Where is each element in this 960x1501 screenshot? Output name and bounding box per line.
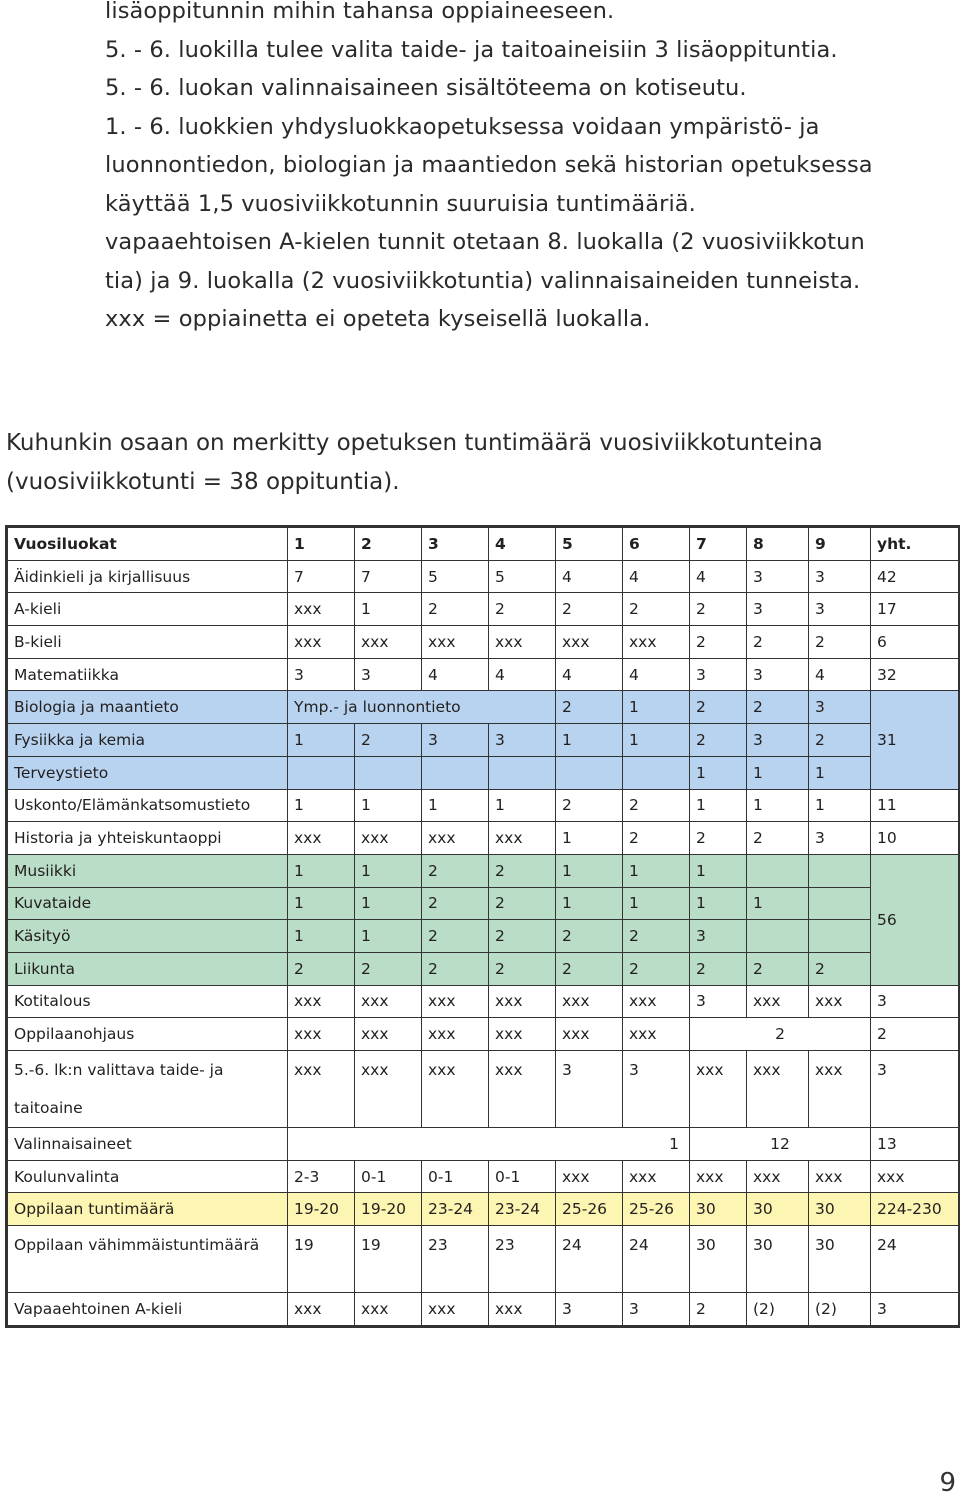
value-cell: 7 [288, 560, 355, 593]
subject-cell: Kuvataide [7, 887, 288, 920]
intro-paragraph [6, 424, 956, 502]
subject-cell: Matematiikka [7, 658, 288, 691]
table-row [7, 1128, 960, 1161]
value-cell: 30 [747, 1226, 809, 1293]
subject-cell: Koulunvalinta [7, 1160, 288, 1193]
value-cell: 1 [288, 920, 355, 953]
value-cell: 2 [690, 724, 747, 757]
value-cell: 2 [556, 920, 623, 953]
table-row [7, 1226, 960, 1293]
empty-cell [422, 756, 489, 789]
value-cell: 1 [422, 789, 489, 822]
subject-cell: Kotitalous [7, 985, 288, 1018]
total-cell: xxx [871, 1160, 960, 1193]
value-cell: 1 [747, 756, 809, 789]
value-cell: xxx [489, 822, 556, 855]
value-cell: 23-24 [422, 1193, 489, 1226]
header-cell: 9 [809, 527, 871, 561]
value-cell: 3 [809, 593, 871, 626]
value-cell: 3 [489, 724, 556, 757]
value-cell: xxx [288, 1293, 355, 1327]
value-cell: 2 [556, 952, 623, 985]
value-cell: 1 [556, 854, 623, 887]
value-cell: 2-3 [288, 1160, 355, 1193]
value-cell: xxx [288, 822, 355, 855]
group-total-cell: 56 [871, 854, 960, 985]
total-cell: 32 [871, 658, 960, 691]
table-row [7, 626, 960, 659]
value-cell: 23-24 [489, 1193, 556, 1226]
value-cell: 2 [355, 952, 422, 985]
note-line: tia) ja 9. luokalla (2 vuosiviikkotuntia) valinnaisaineiden tunneista. [105, 267, 861, 294]
value-cell: 2 [489, 952, 556, 985]
value-cell: xxx [288, 626, 355, 659]
value-cell: 1 [288, 854, 355, 887]
value-cell: (2) [747, 1293, 809, 1327]
value-cell: xxx [809, 1051, 871, 1128]
value-cell: xxx [355, 822, 422, 855]
value-cell: xxx [690, 1051, 747, 1128]
value-cell: 30 [809, 1226, 871, 1293]
value-cell: 3 [809, 691, 871, 724]
header-cell: 1 [288, 527, 355, 561]
value-cell: 3 [422, 724, 489, 757]
value-cell: xxx [355, 985, 422, 1018]
empty-cell [747, 920, 809, 953]
note-line: xxx = oppiainetta ei opeteta kyseisellä luokalla. [105, 306, 651, 332]
value-cell: xxx [489, 1018, 556, 1051]
total-cell: 3 [871, 985, 960, 1018]
value-cell: xxx [489, 1293, 556, 1327]
total-cell: 11 [871, 789, 960, 822]
value-cell: xxx [747, 985, 809, 1018]
value-cell: 1 [556, 887, 623, 920]
value-cell: 2 [690, 952, 747, 985]
total-cell: 42 [871, 560, 960, 593]
value-cell: xxx [489, 985, 556, 1018]
value-cell: 24 [556, 1226, 623, 1293]
empty-cell [809, 920, 871, 953]
value-cell: xxx [489, 1051, 556, 1128]
value-cell: xxx [623, 985, 690, 1018]
value-cell: 3 [809, 822, 871, 855]
empty-cell [747, 854, 809, 887]
table-row [7, 952, 960, 985]
hours-table [5, 525, 960, 1328]
subject-cell: Oppilaanohjaus [7, 1018, 288, 1051]
value-cell: 19 [288, 1226, 355, 1293]
value-cell: xxx [556, 626, 623, 659]
value-cell: xxx [690, 1160, 747, 1193]
page-number: 9 [939, 1468, 956, 1498]
value-cell: xxx [422, 1051, 489, 1128]
value-cell: 1 [355, 593, 422, 626]
table-row [7, 1293, 960, 1327]
table-row [7, 560, 960, 593]
group-total-cell: 31 [871, 691, 960, 789]
value-cell: xxx [422, 985, 489, 1018]
value-cell: 3 [747, 593, 809, 626]
value-cell: xxx [288, 593, 355, 626]
subject-cell: Äidinkieli ja kirjallisuus [7, 560, 288, 593]
value-cell: 2 [623, 920, 690, 953]
header-cell: 8 [747, 527, 809, 561]
subject-cell: 5.-6. lk:n valittava taide- ja taitoaine [7, 1051, 288, 1128]
value-cell: xxx [747, 1051, 809, 1128]
header-cell: 3 [422, 527, 489, 561]
value-cell: 1 [809, 756, 871, 789]
value-cell: 3 [690, 985, 747, 1018]
total-cell: 3 [871, 1051, 960, 1128]
value-cell: 4 [489, 658, 556, 691]
value-cell: 30 [809, 1193, 871, 1226]
value-cell: 2 [556, 789, 623, 822]
header-cell: 5 [556, 527, 623, 561]
value-cell: 2 [747, 822, 809, 855]
total-cell: 13 [871, 1128, 960, 1161]
subject-cell: Liikunta [7, 952, 288, 985]
header-cell: 4 [489, 527, 556, 561]
value-cell: 2 [690, 593, 747, 626]
value-cell: xxx [809, 985, 871, 1018]
value-cell: 2 [690, 691, 747, 724]
value-cell: 2 [623, 789, 690, 822]
value-cell: 3 [747, 560, 809, 593]
table-row [7, 920, 960, 953]
intro-line: Kuhunkin osaan on merkitty opetuksen tuntimäärä vuosiviikkotunteina [6, 430, 823, 456]
value-cell: 2 [623, 952, 690, 985]
value-cell: 3 [288, 658, 355, 691]
value-cell: 5 [489, 560, 556, 593]
value-cell: 3 [747, 658, 809, 691]
empty-cell [489, 756, 556, 789]
subject-cell: A-kieli [7, 593, 288, 626]
value-cell: 1 [623, 724, 690, 757]
value-cell: 19-20 [288, 1193, 355, 1226]
merged-value-cell: 1 [288, 1128, 690, 1161]
value-cell: xxx [288, 1018, 355, 1051]
value-cell: 1 [747, 789, 809, 822]
value-cell: 2 [489, 593, 556, 626]
value-cell: 2 [747, 691, 809, 724]
value-cell: xxx [623, 626, 690, 659]
subject-cell: Uskonto/Elämänkatsomustieto [7, 789, 288, 822]
total-cell: 24 [871, 1226, 960, 1293]
subject-cell: Oppilaan tuntimäärä [7, 1193, 288, 1226]
value-cell: 1 [747, 887, 809, 920]
total-cell: 17 [871, 593, 960, 626]
value-cell: 3 [355, 658, 422, 691]
value-cell: 4 [623, 560, 690, 593]
total-cell: 3 [871, 1293, 960, 1327]
value-cell: 0-1 [422, 1160, 489, 1193]
table-row [7, 756, 960, 789]
subject-cell: Käsityö [7, 920, 288, 953]
value-cell: xxx [623, 1018, 690, 1051]
value-cell: 1 [690, 887, 747, 920]
empty-cell [288, 756, 355, 789]
subject-cell: Fysiikka ja kemia [7, 724, 288, 757]
table-row [7, 724, 960, 757]
header-cell: 6 [623, 527, 690, 561]
total-cell: 2 [871, 1018, 960, 1051]
value-cell: xxx [422, 1018, 489, 1051]
value-cell: 1 [809, 789, 871, 822]
value-cell: xxx [422, 1293, 489, 1327]
value-cell: 5 [422, 560, 489, 593]
value-cell: 2 [489, 854, 556, 887]
table-row [7, 593, 960, 626]
value-cell: 1 [556, 822, 623, 855]
empty-cell [809, 887, 871, 920]
value-cell: xxx [747, 1160, 809, 1193]
value-cell: 2 [623, 822, 690, 855]
table-row [7, 789, 960, 822]
value-cell: 2 [355, 724, 422, 757]
value-cell: 19 [355, 1226, 422, 1293]
value-cell: 30 [690, 1193, 747, 1226]
value-cell: xxx [556, 1018, 623, 1051]
value-cell: 2 [422, 854, 489, 887]
total-cell: 10 [871, 822, 960, 855]
note-line: lisäoppitunnin mihin tahansa oppiaineeseen. [105, 0, 615, 24]
value-cell: 25-26 [623, 1193, 690, 1226]
value-cell: 2 [809, 626, 871, 659]
empty-cell [623, 756, 690, 789]
value-cell: 1 [690, 756, 747, 789]
value-cell: (2) [809, 1293, 871, 1327]
empty-cell [809, 854, 871, 887]
value-cell: 1 [355, 789, 422, 822]
value-cell: 3 [623, 1051, 690, 1128]
intro-line: (vuosiviikkotunti = 38 oppituntia). [6, 469, 400, 495]
value-cell: xxx [422, 626, 489, 659]
value-cell: 3 [747, 724, 809, 757]
value-cell: xxx [355, 626, 422, 659]
subject-cell: Vapaaehtoinen A-kieli [7, 1293, 288, 1327]
value-cell: 1 [288, 887, 355, 920]
value-cell: 4 [623, 658, 690, 691]
note-line: käyttää 1,5 vuosiviikkotunnin suuruisia tuntimääriä. [105, 190, 696, 217]
header-cell: Vuosiluokat [7, 527, 288, 561]
note-line: 5. - 6. luokan valinnaisaineen sisältöteema on kotiseutu. [105, 75, 747, 101]
value-cell: 1 [355, 887, 422, 920]
value-cell: 23 [422, 1226, 489, 1293]
note-line: 5. - 6. luokilla tulee valita taide- ja taitoaineisiin 3 lisäoppituntia. [105, 36, 838, 63]
table-row [7, 1160, 960, 1193]
value-cell: 4 [422, 658, 489, 691]
note-line: vapaaehtoisen A-kielen tunnit otetaan 8. luokalla (2 vuosiviikkotun [105, 229, 865, 255]
table-row [7, 1051, 960, 1128]
value-cell: 0-1 [489, 1160, 556, 1193]
table-row [7, 691, 960, 724]
value-cell: xxx [623, 1160, 690, 1193]
value-cell: 2 [747, 626, 809, 659]
value-cell: xxx [355, 1293, 422, 1327]
value-cell: 7 [355, 560, 422, 593]
notes-list [105, 0, 955, 339]
value-cell: 2 [422, 920, 489, 953]
subject-cell: Historia ja yhteiskuntaoppi [7, 822, 288, 855]
value-cell: 4 [809, 658, 871, 691]
value-cell: 30 [747, 1193, 809, 1226]
value-cell: 1 [355, 854, 422, 887]
empty-cell [556, 756, 623, 789]
merged-value-cell: 12 [690, 1128, 871, 1161]
table-row [7, 822, 960, 855]
value-cell: 3 [556, 1293, 623, 1327]
header-cell: 7 [690, 527, 747, 561]
empty-cell [355, 756, 422, 789]
value-cell: 1 [288, 789, 355, 822]
subject-cell: Terveystieto [7, 756, 288, 789]
value-cell: 25-26 [556, 1193, 623, 1226]
value-cell: 2 [809, 724, 871, 757]
merged-subject-cell: Ymp.- ja luonnontieto [288, 691, 556, 724]
table-row [7, 985, 960, 1018]
value-cell: xxx [809, 1160, 871, 1193]
value-cell: 2 [489, 920, 556, 953]
value-cell: 2 [556, 593, 623, 626]
merged-value-cell: 2 [690, 1018, 871, 1051]
value-cell: 24 [623, 1226, 690, 1293]
value-cell: 1 [355, 920, 422, 953]
value-cell: 19-20 [355, 1193, 422, 1226]
value-cell: 1 [556, 724, 623, 757]
value-cell: 30 [690, 1226, 747, 1293]
value-cell: 1 [690, 789, 747, 822]
table-row [7, 854, 960, 887]
value-cell: 2 [422, 952, 489, 985]
table-row [7, 1018, 960, 1051]
value-cell: 2 [809, 952, 871, 985]
value-cell: 4 [690, 560, 747, 593]
note-line: luonnontiedon, biologian ja maantiedon sekä historian opetuksessa [105, 152, 873, 178]
value-cell: 2 [556, 691, 623, 724]
value-cell: 3 [556, 1051, 623, 1128]
table-row [7, 658, 960, 691]
value-cell: 4 [556, 560, 623, 593]
value-cell: 1 [690, 854, 747, 887]
value-cell: 2 [489, 887, 556, 920]
value-cell: 1 [623, 691, 690, 724]
value-cell: 2 [690, 1293, 747, 1327]
subject-cell: Valinnaisaineet [7, 1128, 288, 1161]
subject-cell: B-kieli [7, 626, 288, 659]
value-cell: 1 [623, 887, 690, 920]
value-cell: 1 [288, 724, 355, 757]
value-cell: 0-1 [355, 1160, 422, 1193]
total-cell: 6 [871, 626, 960, 659]
table-header-row [7, 527, 960, 561]
value-cell: xxx [556, 1160, 623, 1193]
value-cell: xxx [556, 985, 623, 1018]
value-cell: xxx [489, 626, 556, 659]
value-cell: 2 [747, 952, 809, 985]
value-cell: xxx [422, 822, 489, 855]
subject-cell: Oppilaan vähimmäistuntimäärä [7, 1226, 288, 1293]
value-cell: 2 [422, 593, 489, 626]
subject-cell: Musiikki [7, 854, 288, 887]
value-cell: xxx [288, 985, 355, 1018]
total-cell: 224-230 [871, 1193, 960, 1226]
value-cell: 2 [422, 887, 489, 920]
subject-cell: Biologia ja maantieto [7, 691, 288, 724]
table-row [7, 887, 960, 920]
value-cell: xxx [355, 1051, 422, 1128]
value-cell: 1 [623, 854, 690, 887]
value-cell: 3 [809, 560, 871, 593]
value-cell: 4 [556, 658, 623, 691]
value-cell: 2 [623, 593, 690, 626]
header-cell: yht. [871, 527, 960, 561]
table-row [7, 1193, 960, 1226]
value-cell: 3 [690, 920, 747, 953]
value-cell: 2 [690, 822, 747, 855]
note-line: 1. - 6. luokkien yhdysluokkaopetuksessa voidaan ympäristö- ja [105, 113, 820, 140]
value-cell: 3 [623, 1293, 690, 1327]
value-cell: xxx [355, 1018, 422, 1051]
value-cell: 23 [489, 1226, 556, 1293]
value-cell: 2 [288, 952, 355, 985]
header-cell: 2 [355, 527, 422, 561]
value-cell: xxx [288, 1051, 355, 1128]
value-cell: 2 [690, 626, 747, 659]
value-cell: 1 [489, 789, 556, 822]
value-cell: 3 [690, 658, 747, 691]
